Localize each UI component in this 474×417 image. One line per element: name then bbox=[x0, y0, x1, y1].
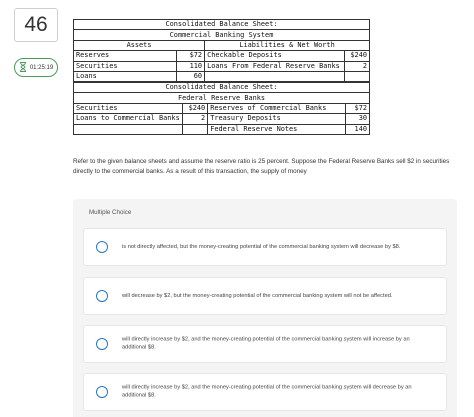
table-title-row bbox=[74, 83, 370, 93]
choice-option-2[interactable] bbox=[83, 277, 447, 315]
asset-value: $240 bbox=[182, 103, 207, 113]
liability-label: Checkable Deposits bbox=[205, 51, 345, 61]
choice-text: will directly increase by $2, and the money-creating potential of the commercial banking system will increase by an additional $8. bbox=[122, 336, 410, 351]
timer-badge[interactable] bbox=[14, 58, 58, 77]
table-row bbox=[74, 61, 370, 71]
choice-option-3[interactable] bbox=[83, 325, 447, 363]
table-subtitle-row bbox=[74, 30, 370, 40]
table-subtitle: Federal Reserve Banks bbox=[74, 93, 370, 103]
radio-button[interactable] bbox=[96, 241, 108, 253]
radio-button[interactable] bbox=[96, 386, 108, 398]
asset-label: Securities bbox=[74, 61, 177, 71]
table-title: Consolidated Balance Sheet: bbox=[74, 20, 370, 30]
liability-value: $240 bbox=[345, 51, 370, 61]
federal-reserve-balance-sheet bbox=[73, 82, 370, 135]
asset-value: 2 bbox=[182, 114, 207, 124]
radio-button[interactable] bbox=[96, 290, 108, 302]
choice-text: will decrease by $2, but the money-creating potential of the commercial banking system will not be affected. bbox=[122, 292, 393, 299]
choice-text: is not directly affected, but the money-creating potential of the commercial banking system will decrease by $8. bbox=[122, 243, 401, 250]
table-row bbox=[74, 103, 370, 113]
table-row bbox=[74, 71, 370, 81]
question-number-box bbox=[14, 8, 58, 42]
choice-option-1[interactable] bbox=[83, 228, 447, 266]
hourglass-icon bbox=[19, 59, 27, 77]
choice-text: will directly increase by $2, and the money-creating potential of the commercial banking system will decrease by an additional $8. bbox=[122, 384, 412, 399]
table-header-row bbox=[74, 40, 370, 50]
asset-value: 60 bbox=[177, 71, 205, 81]
asset-label: Reserves bbox=[74, 51, 177, 61]
liability-value: $72 bbox=[345, 103, 369, 113]
table-row bbox=[74, 114, 370, 124]
liability-value bbox=[345, 71, 370, 81]
timer-text: 01:25:19 bbox=[29, 64, 54, 71]
radio-button[interactable] bbox=[96, 338, 108, 350]
liability-value: 2 bbox=[345, 61, 370, 71]
question-prompt: Refer to the given balance sheets and assume the reserve ratio is 25 percent. Suppose the Federal Reserve Banks sell $2 in securities directly to the commercial banks. As a result of this transaction, the supply of money bbox=[73, 158, 450, 175]
table-row bbox=[74, 124, 370, 134]
liability-value: 30 bbox=[345, 114, 369, 124]
asset-label: Loans bbox=[74, 71, 177, 81]
table-title: Consolidated Balance Sheet: bbox=[74, 83, 370, 93]
table-subtitle: Commercial Banking System bbox=[74, 30, 370, 40]
liability-label: Treasury Deposits bbox=[208, 114, 346, 124]
asset-value: $72 bbox=[177, 51, 205, 61]
asset-label: Securities bbox=[74, 103, 183, 113]
question-number: 46 bbox=[24, 13, 48, 36]
asset-label bbox=[74, 124, 183, 134]
table-row bbox=[74, 51, 370, 61]
liability-label: Loans From Federal Reserve Banks bbox=[205, 61, 345, 71]
table-subtitle-row bbox=[74, 93, 370, 103]
commercial-banks-balance-sheet bbox=[73, 19, 370, 82]
asset-value: 110 bbox=[177, 61, 205, 71]
liability-value: 140 bbox=[345, 124, 369, 134]
liability-label: Federal Reserve Notes bbox=[208, 124, 346, 134]
multiple-choice-title: Multiple Choice bbox=[89, 209, 132, 216]
assets-header: Assets bbox=[74, 40, 205, 50]
choice-option-4[interactable] bbox=[83, 373, 447, 411]
asset-value bbox=[182, 124, 207, 134]
liabilities-header: Liabilities & Net Worth bbox=[205, 40, 370, 50]
liability-label: Reserves of Commercial Banks bbox=[208, 103, 346, 113]
table-title-row bbox=[74, 20, 370, 30]
asset-label: Loans to Commercial Banks bbox=[74, 114, 183, 124]
multiple-choice-panel bbox=[73, 199, 457, 417]
liability-label bbox=[205, 71, 345, 81]
